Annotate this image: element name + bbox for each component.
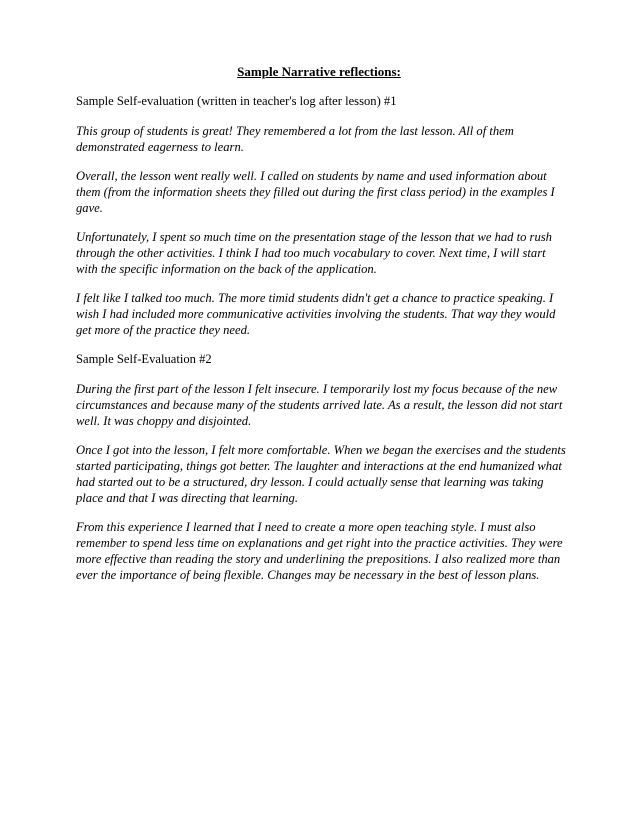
section-1-paragraph-4: I felt like I talked too much. The more timid students didn't get a chance to practice speaking. I wish I had included more communicative activities involving the students. That way they would get more of the practice they need. xyxy=(76,291,556,337)
section-2-heading: Sample Self-Evaluation #2 xyxy=(76,352,212,366)
section-1-paragraph-1: This group of students is great! They remembered a lot from the last lesson. All of them demonstrated eagerness to learn. xyxy=(76,124,514,154)
document-title: Sample Narrative reflections: xyxy=(237,64,401,79)
section-2-paragraph-1: During the first part of the lesson I felt insecure. I temporarily lost my focus because of the new circumstances and because many of the students arrived late. As a result, the lesson did not start well. It was choppy and disjointed. xyxy=(76,382,563,428)
section-2-paragraph-3: From this experience I learned that I need to create a more open teaching style. I must also remember to spend less time on explanations and get right into the practice activities. They were more effective than reading the story and underlining the prepositions. I also realized more than ever the importance of being flexible. Changes may be necessary in the best of lesson plans. xyxy=(76,520,563,582)
section-1-paragraph-2: Overall, the lesson went really well. I called on students by name and used information about them (from the information sheets they filled out during the first class period) in the examples I gave. xyxy=(76,169,555,215)
section-2 xyxy=(76,351,566,583)
section-2-paragraph-2: Once I got into the lesson, I felt more comfortable. When we began the exercises and the students started participating, things got better. The laughter and interactions at the end humanized what had started out to be a structured, dry lesson. I could actually sense that learning was taking place and that I was directing that learning. xyxy=(76,443,566,505)
section-1-paragraph-3: Unfortunately, I spent so much time on the presentation stage of the lesson that we had to rush through the other activities. I think I had too much vocabulary to cover. Next time, I will start with the specific information on the back of the application. xyxy=(76,230,552,276)
section-1 xyxy=(76,93,566,338)
document-body xyxy=(76,93,566,596)
section-1-heading: Sample Self-evaluation (written in teacher's log after lesson) #1 xyxy=(76,94,397,108)
